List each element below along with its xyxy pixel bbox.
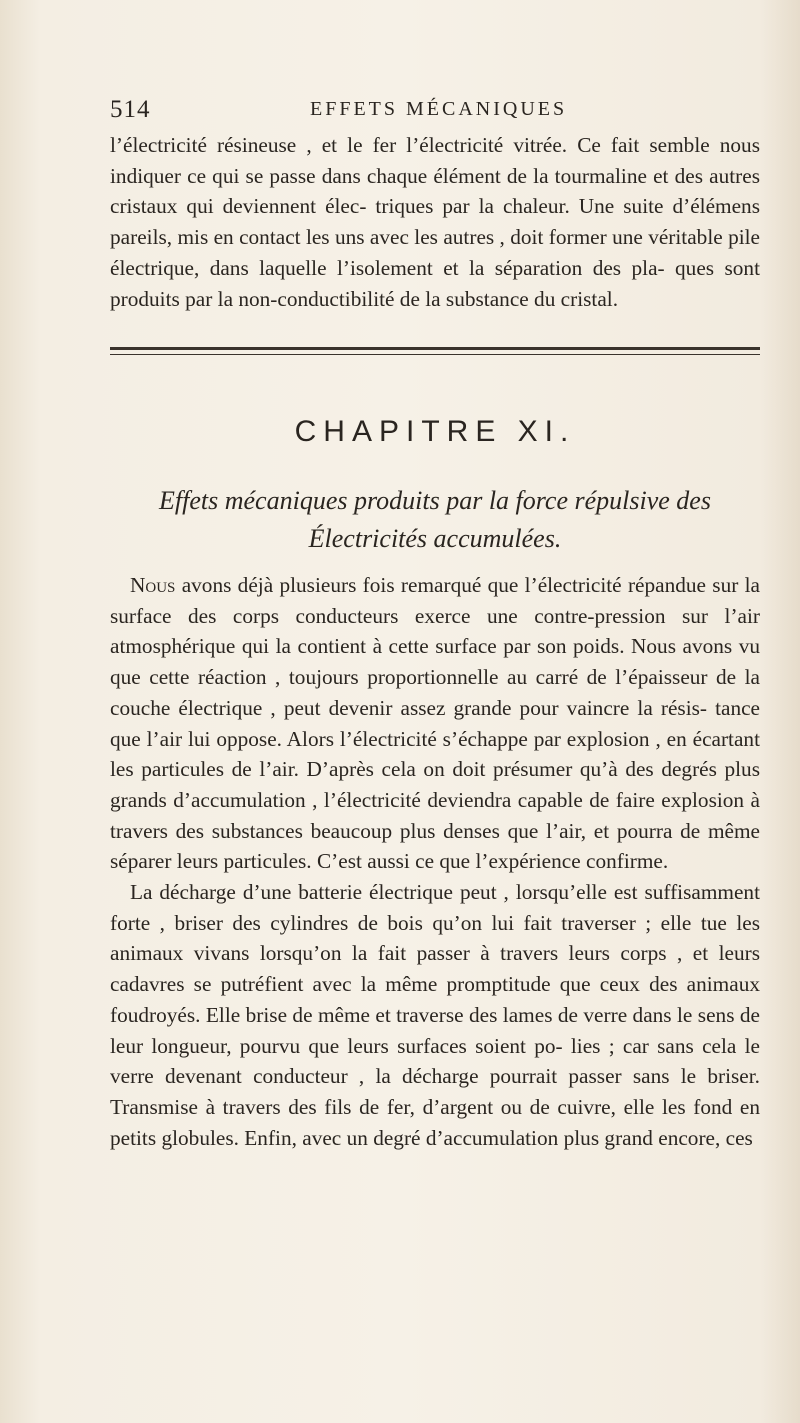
paragraph-2-body [110, 570, 760, 877]
paragraph-3: La décharge d’une batterie électrique peut , lorsqu’elle est suffisamment forte , briser des cylindres de bois qu’on lui fait traverser ; elle tue les animaux vivans lorsqu’on la fait passer à travers leurs corps , et leurs cadavres se putréfient avec la même promptitude que ceux des animaux foudroyés. Elle brise de même et traverse des lames de verre dans le sens de leur longueur, pourvu que leurs surfaces soient po- lies ; car sans cela le verre devenant conducteur , la décharge pourrait passer sans le briser. Transmise à travers des fils de fer, d’argent ou de cuivre, elle les fond en petits globules. Enfin, avec un degré d’accumulation plus grand encore, ces [110, 880, 760, 1150]
page-header [110, 96, 760, 130]
section-divider [110, 347, 760, 355]
running-head: EFFETS MÉCANIQUES [310, 98, 568, 120]
page-number: 514 [110, 96, 151, 123]
chapter-subtitle-line-2: Électricités accumulées. [308, 524, 562, 553]
chapter-subtitle [110, 482, 760, 558]
paragraph-1: l’électricité résineuse , et le fer l’électricité vitrée. Ce fait semble nous indiquer ce qui se passe dans chaque élément de la tourmaline et des autres cristaux qui deviennent élec- triques par la chaleur. Une suite d’élémens pareils, mis en contact les uns avec les autres , doit former une véritable pile électrique, dans laquelle l’isolement et la séparation des pla- ques sont produits par la non-conductibilité de la substance du cristal. [110, 133, 760, 311]
chapter-subtitle-line-1: Effets mécaniques produits par la force répulsive des [159, 486, 711, 515]
paragraph-2-first-word: Nous [130, 573, 176, 597]
paragraph-2-text: avons déjà plusieurs fois remarqué que l’électricité répandue sur la surface des corps conducteurs exerce une contre-pression sur l’air atmosphérique qui la contient à cette surface par son poids. Nous avons vu que cette réaction , toujours proportionnelle au carré de l’épaisseur de la couche électrique , peut devenir assez grande pour vaincre la résis- tance que l’air lui oppose. Alors l’électricité s’échappe par explosion , en écartant les particules de l’air. D’après cela on doit présumer qu’à des degrés plus grands d’accumulation , l’électricité deviendra capable de faire explosion à travers des substances beaucoup plus denses que l’air, et pourra de même séparer leurs particules. C’est aussi ce que l’expérience confirme. [110, 573, 760, 874]
chapter-title: CHAPITRE XI. [294, 415, 576, 448]
paragraph-2 [110, 570, 760, 1153]
